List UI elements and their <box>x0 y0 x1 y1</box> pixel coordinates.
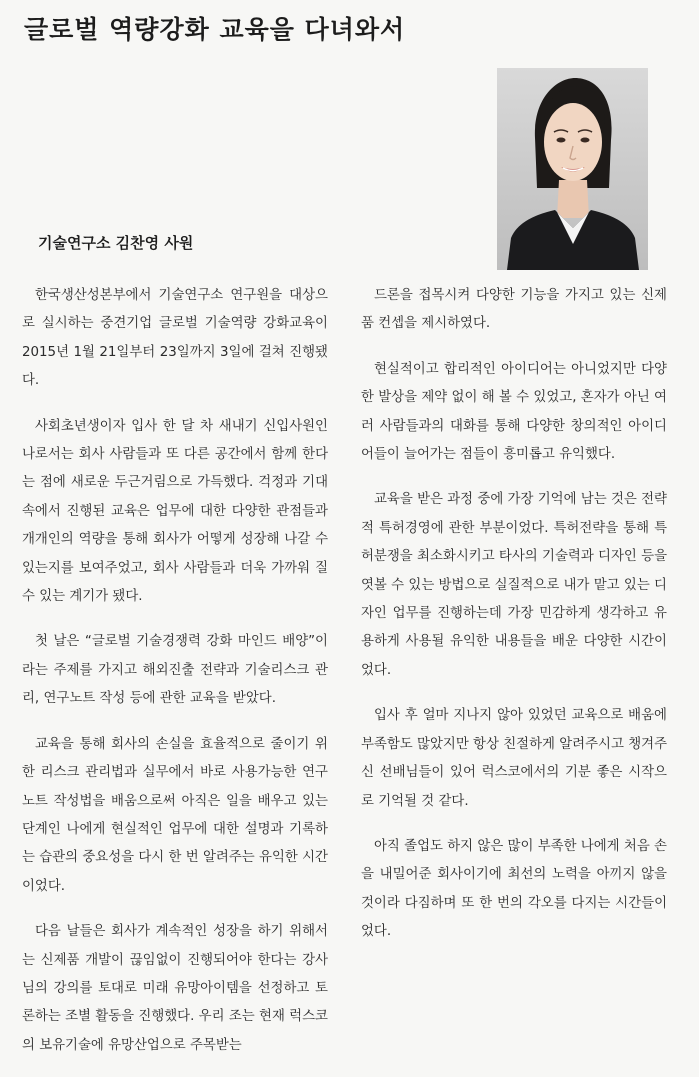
paragraph: 다음 날들은 회사가 계속적인 성장을 하기 위해서는 신제품 개발이 끊임없이 진행되어야 한다는 강사님의 강의를 토대로 미래 유망아이템을 선정하고 토론하는 조별 활동을 진행했다. 우리 조는 현재 럭스코의 보유기술에 유망산업으로 주목받는 <box>22 924 328 1053</box>
person-portrait-icon <box>497 68 648 270</box>
paragraph: 한국생산성본부에서 기술연구소 연구원을 대상으로 실시하는 중견기업 글로벌 기술역량 강화교육이 2015년 1월 21일부터 23일까지 3일에 걸쳐 진행됐다. <box>22 288 328 389</box>
author-photo <box>497 68 648 270</box>
paragraph: 첫 날은 “글로벌 기술경쟁력 강화 마인드 배양”이라는 주제를 가지고 해외진출 전략과 기술리스크 관리, 연구노트 작성 등에 관한 교육을 받았다. <box>22 634 328 707</box>
paragraph: 사회초년생이자 입사 한 달 차 새내기 신입사원인 나로서는 회사 사람들과 또 다른 공간에서 함께 한다는 점에 새로운 두근거림으로 가득했다. 걱정과 기대 속에서 진행된 교육은 업무에 대한 다양한 관점들과 개개인의 역량을 통해 회사가 어떻게 성장해 나갈 수 있는지를 보여주었고, 회사 사람들과 더욱 가까워 질 수 있는 계기가 됐다. <box>22 418 328 605</box>
body-column-left <box>22 282 328 1077</box>
paragraph: 현실적이고 합리적인 아이디어는 아니었지만 다양한 발상을 제약 없이 해 볼 수 있었고, 혼자가 아닌 여러 사람들과의 대화를 통해 다양한 창의적인 아이디어들이 늘어가는 점들이 흥미롭고 유익했다. <box>361 361 667 463</box>
paragraph: 교육을 받은 과정 중에 가장 기억에 남는 것은 전략적 특허경영에 관한 부분이었다. 특허전략을 통해 특허분쟁을 최소화시키고 타사의 기술력과 디자인 등을 엿볼 수 있는 방법으로 실질적으로 내가 맡고 있는 디자인 업무를 진행하는데 가장 민감하게 생각하고 유용하게 사용될 유익한 내용들을 배운 다양한 시간이었다. <box>361 492 667 678</box>
body-column-right <box>361 282 667 964</box>
paragraph: 드론을 접목시켜 다양한 기능을 가지고 있는 신제품 컨셉을 제시하였다. <box>361 288 667 332</box>
article-title: 글로벌 역량강화 교육을 다녀와서 <box>24 15 406 44</box>
paragraph: 교육을 통해 회사의 손실을 효율적으로 줄이기 위한 리스크 관리법과 실무에서 바로 사용가능한 연구노트 작성법을 배움으로써 아직은 일을 배우고 있는 단계인 나에게 현실적인 업무에 대한 설명과 기록하는 습관의 중요성을 다시 한 번 알려주는 유익한 시간이었다. <box>22 736 328 894</box>
paragraph: 입사 후 얼마 지나지 않아 있었던 교육으로 배움에 부족함도 많았지만 항상 친절하게 알려주시고 챙겨주신 선배님들이 있어 럭스코에서의 기분 좋은 시작으로 기억될 것 같다. <box>361 708 667 809</box>
author-name: 기술연구소 김찬영 사원 <box>38 234 194 252</box>
paragraph: 아직 졸업도 하지 않은 많이 부족한 나에게 처음 손을 내밀어준 회사이기에 최선의 노력을 아끼지 않을 것이라 다짐하며 또 한 번의 각오를 다지는 시간들이었다. <box>361 838 667 940</box>
